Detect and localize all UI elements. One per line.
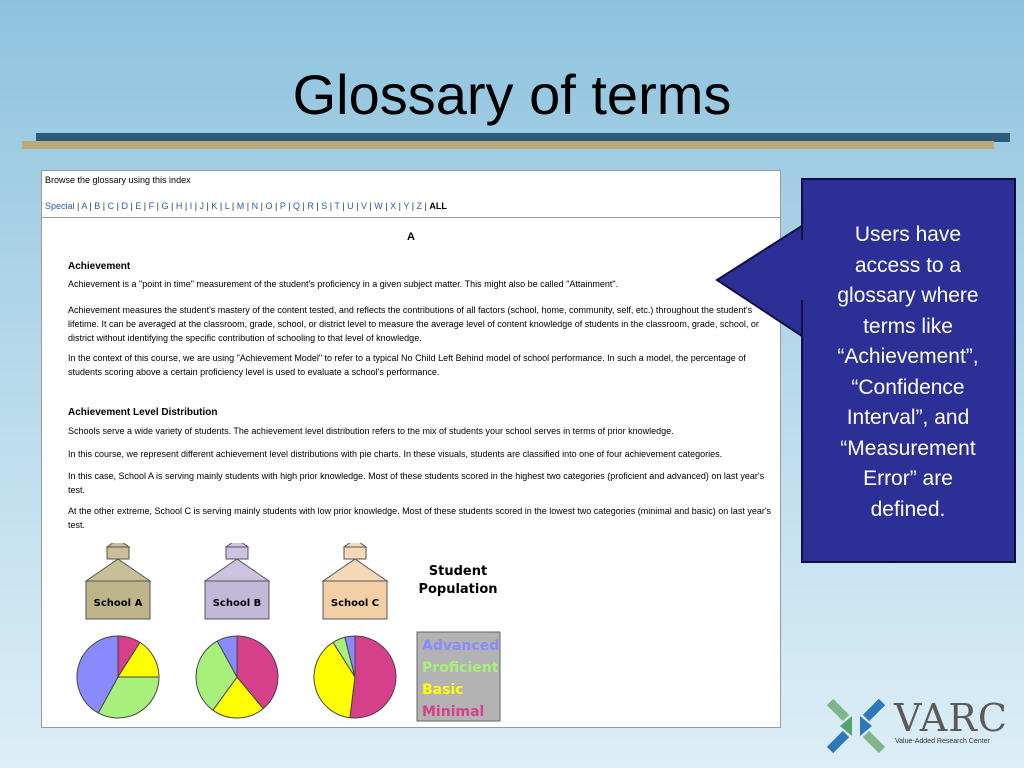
index-separator: | <box>327 201 335 211</box>
index-link-g[interactable]: G <box>161 201 169 211</box>
index-separator: | <box>154 201 162 211</box>
slide-title: Glossary of terms <box>292 63 732 126</box>
alphabet-index <box>45 201 447 211</box>
title-divider-shadow <box>22 141 994 149</box>
definition-paragraph: In this case, School A is serving mainly students with high prior knowledge. Most of these students scored in the highest two categories (proficient and advanced) on last year's test. <box>68 471 765 495</box>
index-separator: | <box>272 201 280 211</box>
legend-title: Population <box>418 582 498 597</box>
varc-logo-name: VARC <box>894 696 1008 740</box>
callout-joint <box>801 240 807 300</box>
index-separator: | <box>168 201 176 211</box>
callout-line: Error” are <box>863 467 953 490</box>
definition-paragraph: Schools serve a wide variety of students. The achievement level distribution refers to the mix of students your school serves in terms of prior knowledge. <box>68 426 674 436</box>
index-separator: | <box>396 201 404 211</box>
index-separator: | <box>353 201 361 211</box>
index-separator: | <box>86 201 95 211</box>
index-link-s[interactable]: S <box>321 201 328 211</box>
callout-arrow <box>715 222 805 342</box>
definition-paragraph: In this course, we represent different achievement level distributions with pie charts. In these visuals, students are classified into one of four achievement categories. <box>68 449 723 459</box>
term-heading: Achievement Level Distribution <box>68 407 218 418</box>
index-separator: | <box>74 201 82 211</box>
index-separator: | <box>114 201 122 211</box>
index-link-u[interactable]: U <box>347 201 354 211</box>
index-separator: | <box>366 201 375 211</box>
index-link-n[interactable]: N <box>251 201 259 211</box>
term-heading: Achievement <box>68 261 131 272</box>
callout-line: terms like <box>863 314 953 338</box>
index-separator: | <box>422 201 430 211</box>
index-link-k[interactable]: K <box>211 201 218 211</box>
index-separator: | <box>300 201 308 211</box>
definition-paragraph: Achievement measures the student's mastery of the content tested, and reflects the contributions of all factors (school, home, community, self, etc.) throughout the student's lifetime. It can be averaged at the classroom, grade, school, or district level to measure the average level of content knowledge of students in the classroom, grade, school, or district without identifying the specific contribution of schooling to that level of knowledge. <box>68 305 759 343</box>
legend-item-proficient: Proficient <box>422 660 499 676</box>
index-separator: | <box>285 201 293 211</box>
section-letter: A <box>407 231 415 243</box>
index-link-x[interactable]: X <box>390 201 397 211</box>
definition-paragraph: Achievement is a "point in time" measurement of the student's proficiency in a given subject matter. This might also be called "Attainment". <box>68 279 619 289</box>
index-link-d[interactable]: D <box>121 201 128 211</box>
legend-title: Student <box>428 564 488 579</box>
pie-chart <box>196 636 278 718</box>
index-link-z[interactable]: Z <box>416 201 423 211</box>
pie-chart <box>77 636 159 718</box>
index-separator: | <box>182 201 190 211</box>
index-link-q[interactable]: Q <box>293 201 301 211</box>
index-separator: | <box>127 201 136 211</box>
index-separator: | <box>258 201 266 211</box>
legend-item-minimal: Minimal <box>422 704 485 720</box>
callout-line: glossary where <box>837 284 979 307</box>
callout-line: defined. <box>870 497 946 521</box>
callout-line: “Achievement”, <box>837 345 979 368</box>
index-link-special[interactable]: Special <box>45 201 75 211</box>
school-building-icon <box>323 543 387 619</box>
index-link-t[interactable]: T <box>334 201 340 211</box>
index-separator: | <box>313 201 322 211</box>
index-link-h[interactable]: H <box>175 201 183 211</box>
varc-logo-icon <box>826 698 886 754</box>
index-link-l[interactable]: L <box>224 201 230 211</box>
school-label: School B <box>212 598 262 609</box>
index-link-j[interactable]: J <box>199 201 205 211</box>
index-link-all[interactable]: ALL <box>429 201 447 211</box>
school-label: School C <box>330 598 380 609</box>
index-link-v[interactable]: V <box>360 201 367 211</box>
index-separator: | <box>244 201 252 211</box>
index-link-i[interactable]: I <box>189 201 193 211</box>
legend-item-basic: Basic <box>422 682 464 698</box>
index-separator: | <box>100 201 108 211</box>
school-building-icon <box>86 543 150 619</box>
index-separator: | <box>217 201 225 211</box>
browse-label: Browse the glossary using this index <box>45 175 191 185</box>
index-divider <box>42 217 780 218</box>
school-label: School A <box>93 598 143 609</box>
index-link-w[interactable]: W <box>374 201 383 211</box>
callout-line: Users have <box>854 223 962 246</box>
callout-line: Interval”, and <box>846 406 970 429</box>
index-link-o[interactable]: O <box>265 201 273 211</box>
index-link-a[interactable]: A <box>81 201 87 211</box>
index-separator: | <box>192 201 200 211</box>
definition-paragraph: In the context of this course, we are using "Achievement Model" to refer to a typical No Child Left Behind model of school performance. In such a model, the percentage of students scoring above a certain proficiency level is used to evaluate a school's performance. <box>68 353 746 377</box>
school-building-icon <box>205 543 269 619</box>
school-illustration <box>42 543 780 728</box>
index-separator: | <box>339 201 348 211</box>
index-separator: | <box>229 201 237 211</box>
callout-line: “Confidence <box>851 375 965 399</box>
legend-item-advanced: Advanced <box>422 638 500 654</box>
index-separator: | <box>382 201 391 211</box>
index-separator: | <box>409 201 417 211</box>
index-link-e[interactable]: E <box>135 201 142 211</box>
index-link-y[interactable]: Y <box>403 201 410 211</box>
index-link-b[interactable]: B <box>94 201 101 211</box>
index-link-m[interactable]: M <box>236 201 245 211</box>
callout-line: access to a <box>854 253 962 277</box>
index-separator: | <box>204 201 212 211</box>
index-link-p[interactable]: P <box>279 201 286 211</box>
index-link-r[interactable]: R <box>307 201 314 211</box>
index-link-f[interactable]: F <box>148 201 155 211</box>
glossary-screenshot-panel <box>41 170 781 728</box>
index-link-c[interactable]: C <box>107 201 115 211</box>
pie-chart <box>314 636 396 718</box>
index-separator: | <box>141 201 149 211</box>
callout-line: “Measurement <box>840 436 976 460</box>
definition-paragraph: At the other extreme, School C is serving mainly students with low prior knowledge. Most of these students scored in the lowest two categories (minimal and basic) on last year's test. <box>68 506 772 530</box>
pie-slice-minimal <box>350 636 396 718</box>
varc-logo-subtitle: Value-Added Research Center <box>895 738 990 745</box>
callout-text <box>808 220 1008 525</box>
